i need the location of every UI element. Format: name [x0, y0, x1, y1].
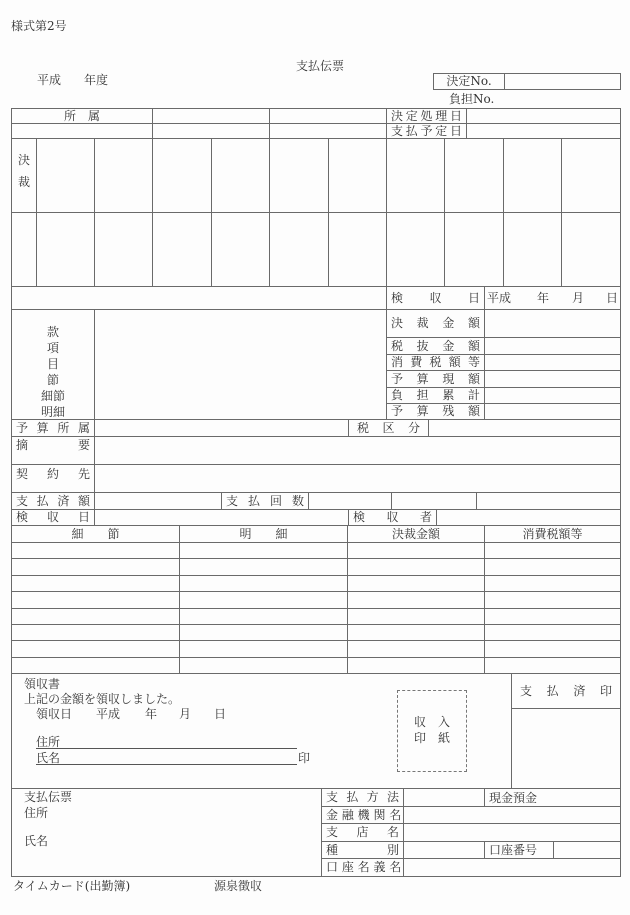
- receipt-section: [11, 673, 512, 789]
- footer-timecard: タイムカード(出勤簿): [13, 879, 131, 893]
- account-holder-field[interactable]: [403, 858, 621, 877]
- receipt-address-label: 住所: [36, 735, 61, 749]
- affiliation-label-cell: [11, 108, 153, 124]
- affiliation-value-field[interactable]: [11, 123, 153, 139]
- decision-process-date-label: 決定処理日: [391, 109, 462, 123]
- affiliation-field-1[interactable]: [152, 108, 270, 124]
- detail-subsection-cell[interactable]: [11, 575, 180, 592]
- scheduled-payment-date-label-cell: [386, 123, 467, 139]
- approval-seal-box[interactable]: [503, 138, 562, 213]
- burden-no-label: 負担No.: [449, 92, 495, 106]
- branch-name-label-cell: [321, 823, 404, 842]
- detail-subsection-cell[interactable]: [11, 657, 180, 674]
- inspection-date-label-cell: [386, 286, 485, 310]
- approved-amount-field[interactable]: [484, 309, 621, 338]
- account-type-field[interactable]: [403, 841, 485, 859]
- decision-no-label: 決定No.: [446, 74, 492, 88]
- paid-stamp-label-cell: [511, 673, 621, 709]
- receipt-date-month: 月: [179, 707, 192, 721]
- branch-name-label: 支 店 名: [326, 825, 399, 839]
- approval-seal-box[interactable]: [211, 212, 270, 287]
- details-header-subsection: [11, 525, 180, 543]
- detail-approved-amount-cell[interactable]: [347, 624, 485, 641]
- details-header-item-label: 明 細: [239, 527, 288, 541]
- inspection-date-label: 検 収 日: [391, 291, 480, 305]
- payee-title: 支払伝票: [24, 790, 73, 804]
- budget-code-moku: 目: [46, 357, 59, 371]
- pre-tax-amount-label: 税 抜 金 額: [391, 339, 480, 353]
- receipt-date-day: 日: [214, 707, 227, 721]
- inspection-date-era: 平成: [487, 291, 512, 305]
- approval-seal-box[interactable]: [269, 212, 329, 287]
- scheduled-payment-date-label: 支払予定日: [391, 124, 462, 138]
- approval-seal-box[interactable]: [94, 138, 153, 213]
- contractor-label-cell: [11, 464, 95, 493]
- current-budget-field[interactable]: [484, 370, 621, 388]
- amount-label-cell: [386, 387, 485, 404]
- detail-subsection-cell[interactable]: [11, 640, 180, 658]
- detail-item-cell[interactable]: [179, 624, 348, 641]
- decision-no-label-cell: [433, 73, 505, 90]
- summary-field[interactable]: [94, 436, 621, 465]
- detail-approved-amount-cell[interactable]: [347, 640, 485, 658]
- receipt-address-line[interactable]: [36, 748, 297, 749]
- approval-seal-box[interactable]: [152, 212, 212, 287]
- details-header-consumption-tax: [484, 525, 621, 543]
- contractor-field[interactable]: [94, 464, 621, 493]
- paid-amount-label: 支 払 済 額: [16, 494, 90, 508]
- approval-label-top: 決: [17, 153, 30, 167]
- affiliation-label: 所 属: [63, 109, 100, 123]
- institution-name-label: 金 融 機 関 名: [326, 808, 402, 822]
- scheduled-payment-date-field[interactable]: [466, 123, 621, 139]
- branch-name-field[interactable]: [403, 823, 621, 842]
- detail-consumption-tax-cell[interactable]: [484, 591, 621, 609]
- approval-seal-box[interactable]: [152, 138, 212, 213]
- detail-item-cell[interactable]: [179, 558, 348, 576]
- fiscal-year-suffix: 年度: [84, 73, 109, 87]
- account-number-label: 口座番号: [489, 843, 538, 857]
- approval-label-cell: [11, 138, 37, 213]
- budget-affiliation-field[interactable]: [94, 419, 349, 437]
- inspection-date-day: 日: [606, 291, 619, 305]
- payment-extra-field-2[interactable]: [476, 492, 621, 510]
- receipt-date-label: 領収日: [36, 707, 73, 721]
- detail-item-cell[interactable]: [179, 608, 348, 625]
- tax-category-label: 税 区 分: [357, 421, 420, 435]
- detail-consumption-tax-cell[interactable]: [484, 542, 621, 559]
- affiliation-value-field-2[interactable]: [152, 123, 270, 139]
- detail-approved-amount-cell[interactable]: [347, 575, 485, 592]
- cash-deposit-cell[interactable]: [484, 788, 621, 807]
- receipt-name-line[interactable]: [36, 764, 297, 765]
- inspection-date-field[interactable]: [484, 286, 621, 310]
- detail-item-cell[interactable]: [179, 591, 348, 609]
- detail-consumption-tax-cell[interactable]: [484, 575, 621, 592]
- detail-subsection-cell[interactable]: [11, 624, 180, 641]
- paid-amount-label-cell: [11, 492, 95, 510]
- revenue-stamp-line2: 印 紙: [413, 731, 450, 745]
- detail-consumption-tax-cell[interactable]: [484, 558, 621, 576]
- detail-consumption-tax-cell[interactable]: [484, 624, 621, 641]
- detail-approved-amount-cell[interactable]: [347, 591, 485, 609]
- budget-code-saisetsu: 細節: [40, 389, 65, 403]
- approval-seal-box[interactable]: [211, 138, 270, 213]
- receipt-seal-mark: 印: [298, 751, 311, 765]
- budget-code-setsu: 節: [46, 373, 59, 387]
- account-type-label-cell: [321, 841, 404, 859]
- detail-subsection-cell[interactable]: [11, 608, 180, 625]
- amount-label-cell: [386, 309, 485, 338]
- summary-label-cell: [11, 436, 95, 465]
- approved-amount-label: 決 裁 金 額: [391, 316, 480, 330]
- detail-consumption-tax-cell[interactable]: [484, 640, 621, 658]
- paid-stamp-label: 支 払 済 印: [520, 684, 612, 698]
- receipt-date-era: 平成: [96, 707, 121, 721]
- pre-tax-amount-field[interactable]: [484, 337, 621, 355]
- consumption-tax-field[interactable]: [484, 354, 621, 371]
- inspector-label-cell: [348, 509, 437, 526]
- account-holder-label: 口 座 名 義 名: [326, 860, 402, 874]
- approval-label-bottom: 裁: [17, 175, 30, 189]
- affiliation-value-field-3[interactable]: [269, 123, 387, 139]
- approval-seal-box[interactable]: [269, 138, 329, 213]
- approval-seal-box[interactable]: [561, 212, 621, 287]
- approval-seal-box[interactable]: [503, 212, 562, 287]
- revenue-stamp-box: [397, 690, 467, 772]
- detail-approved-amount-cell[interactable]: [347, 558, 485, 576]
- amount-label-cell: [386, 354, 485, 371]
- institution-name-field[interactable]: [403, 806, 621, 824]
- payment-method-field[interactable]: [403, 788, 485, 807]
- payment-count-label-cell: [221, 492, 309, 510]
- detail-item-cell[interactable]: [179, 575, 348, 592]
- detail-approved-amount-cell[interactable]: [347, 542, 485, 559]
- approval-seal-box[interactable]: [94, 212, 153, 287]
- fiscal-year-era: 平成: [37, 73, 62, 87]
- approval-seal-box[interactable]: [386, 138, 445, 213]
- institution-name-label-cell: [321, 806, 404, 824]
- payment-method-label-cell: [321, 788, 404, 807]
- footer-withholding: 源泉徴収: [214, 879, 263, 893]
- consumption-tax-label: 消 費 税 額 等: [391, 355, 480, 369]
- paid-amount-field[interactable]: [94, 492, 222, 510]
- detail-item-cell[interactable]: [179, 542, 348, 559]
- details-header-approved-amount-label: 決裁金額: [391, 527, 440, 541]
- receipt-name-label: 氏名: [36, 751, 61, 765]
- payee-section: [11, 788, 322, 877]
- budget-code-kou: 項: [46, 341, 59, 355]
- budget-affiliation-label: 予 算 所 属: [16, 421, 90, 435]
- payment-count-label: 支 払 回 数: [226, 494, 304, 508]
- page-title: 支払伝票: [295, 59, 344, 73]
- paid-stamp-box[interactable]: [511, 708, 621, 789]
- contractor-label: 契 約 先: [16, 467, 90, 481]
- summary-label: 摘 要: [16, 438, 90, 452]
- budget-code-kan: 款: [46, 325, 59, 339]
- remarks-field[interactable]: [11, 286, 387, 310]
- budget-balance-label: 予 算 残 額: [391, 404, 480, 418]
- approval-seal-box[interactable]: [561, 138, 621, 213]
- approval-seal-box[interactable]: [328, 212, 387, 287]
- receipt-date-year: 年: [145, 707, 158, 721]
- decision-process-date-label-cell: [386, 108, 467, 124]
- detail-item-cell[interactable]: [179, 657, 348, 674]
- amount-label-cell: [386, 337, 485, 355]
- receipt-statement: 上記の金額を領収しました。: [24, 692, 181, 706]
- inspection-date-label-cell-2: [11, 509, 95, 526]
- tax-category-field[interactable]: [428, 419, 621, 437]
- payment-count-field[interactable]: [308, 492, 392, 510]
- detail-approved-amount-cell[interactable]: [347, 608, 485, 625]
- approval-seal-box[interactable]: [36, 212, 95, 287]
- budget-codes-label-cell: [11, 309, 95, 420]
- details-header-consumption-tax-label: 消費税額等: [522, 527, 583, 541]
- detail-approved-amount-cell[interactable]: [347, 657, 485, 674]
- cumulative-burden-label: 負 担 累 計: [391, 388, 480, 402]
- affiliation-field-2[interactable]: [269, 108, 387, 124]
- details-header-subsection-label: 細 節: [71, 527, 120, 541]
- account-type-label: 種 別: [326, 843, 399, 857]
- approval-seal-box[interactable]: [386, 212, 445, 287]
- budget-code-meisai: 明細: [40, 405, 65, 419]
- inspection-date-field-2[interactable]: [94, 509, 349, 526]
- budget-balance-field[interactable]: [484, 403, 621, 420]
- detail-consumption-tax-cell[interactable]: [484, 608, 621, 625]
- budget-codes-field[interactable]: [94, 309, 387, 420]
- approval-seal-box[interactable]: [36, 138, 95, 213]
- cash-deposit-label: 現金預金: [489, 791, 538, 805]
- inspection-date-month: 月: [572, 291, 585, 305]
- detail-subsection-cell[interactable]: [11, 542, 180, 559]
- form-number: 様式第2号: [11, 19, 67, 33]
- details-header-item: [179, 525, 348, 543]
- approval-blank-cell: [11, 212, 37, 287]
- revenue-stamp-line1: 収 入: [413, 715, 450, 729]
- inspection-date-label-2: 検 収 日: [16, 510, 90, 524]
- account-holder-label-cell: [321, 858, 404, 877]
- payee-name-label: 氏名: [24, 834, 49, 848]
- inspector-label: 検 収 者: [353, 510, 432, 524]
- cumulative-burden-field[interactable]: [484, 387, 621, 404]
- receipt-title: 領収書: [24, 677, 61, 691]
- inspection-date-year: 年: [537, 291, 550, 305]
- current-budget-label: 予 算 現 額: [391, 372, 480, 386]
- budget-affiliation-label-cell: [11, 419, 95, 437]
- detail-item-cell[interactable]: [179, 640, 348, 658]
- detail-subsection-cell[interactable]: [11, 558, 180, 576]
- payment-extra-field-1[interactable]: [391, 492, 477, 510]
- approval-seal-box[interactable]: [444, 138, 504, 213]
- account-number-label-cell: [484, 841, 554, 859]
- decision-process-date-field[interactable]: [466, 108, 621, 124]
- account-number-field[interactable]: [553, 841, 621, 859]
- amount-label-cell: [386, 403, 485, 420]
- tax-category-label-cell: [348, 419, 429, 437]
- detail-consumption-tax-cell[interactable]: [484, 657, 621, 674]
- amount-label-cell: [386, 370, 485, 388]
- payment-method-label: 支 払 方 法: [326, 790, 399, 804]
- detail-subsection-cell[interactable]: [11, 591, 180, 609]
- decision-no-field[interactable]: [504, 73, 621, 90]
- payee-address-label: 住所: [24, 806, 49, 820]
- details-header-approved-amount: [347, 525, 485, 543]
- approval-seal-box[interactable]: [328, 138, 387, 213]
- inspector-field[interactable]: [436, 509, 621, 526]
- approval-seal-box[interactable]: [444, 212, 504, 287]
